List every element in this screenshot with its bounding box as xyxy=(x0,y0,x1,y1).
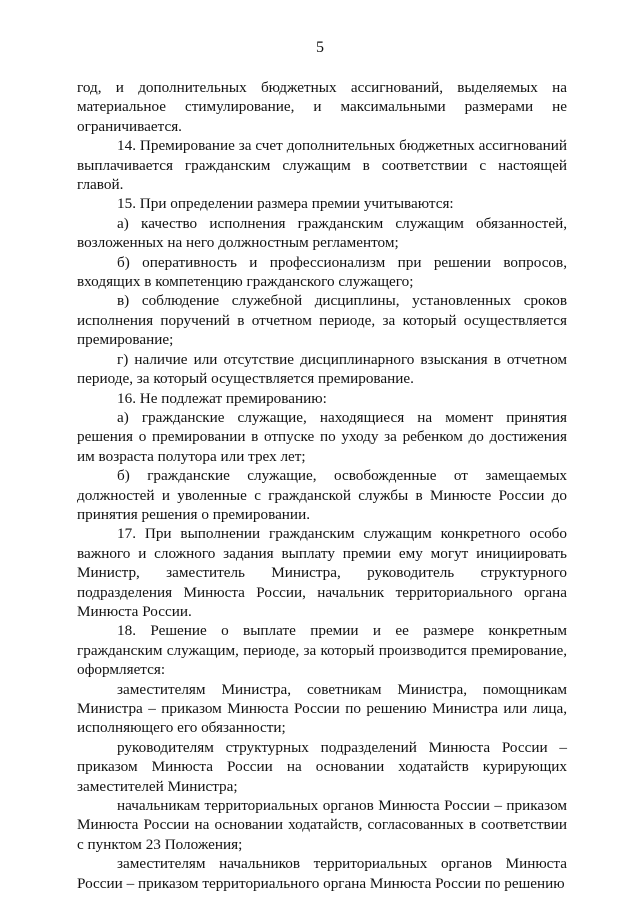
paragraph-16-a: а) гражданские служащие, находящиеся на момент принятия решения о премировании в отпуске по уходу за ребенком до достижения им возраста полутора или трех лет; xyxy=(77,408,567,465)
document-body xyxy=(77,78,567,893)
paragraph-14: 14. Премирование за счет дополнительных бюджетных ассигнований выплачивается гражданским служащим в соответствии с настоящей главой. xyxy=(77,137,567,194)
paragraph-16-b: б) гражданские служащие, освобожденные от замещаемых должностей и уволенные с гражданской службы в Минюсте России до принятия решения о премировании. xyxy=(77,467,567,523)
page-number: 5 xyxy=(316,39,324,56)
paragraph-15-b: б) оперативность и профессионализм при решении вопросов, входящих в компетенцию гражданского служащего; xyxy=(77,253,567,291)
paragraph-17: 17. При выполнении гражданским служащим конкретного особо важного и сложного задания выплату премии ему могут инициировать Министр, заместитель Министра, руководитель структурного подразделения Минюста России, начальник территориального органа Минюста России. xyxy=(77,525,567,620)
paragraph-18-unit-heads: руководителям структурных подразделений Минюста России – приказом Минюста России на основании ходатайств курирующих заместителей Министра; xyxy=(77,738,567,795)
paragraph-18-territorial-heads: начальникам территориальных органов Минюста России – приказом Минюста России на основании ходатайств, согласованных в соответствии с пунктом 23 Положения; xyxy=(77,797,567,853)
paragraph-continuation: год, и дополнительных бюджетных ассигнований, выделяемых на материальное стимулирование, и максимальными размерами не ограничивается. xyxy=(77,79,567,135)
paragraph-18-deputy-ministers: заместителям Министра, советникам Министра, помощникам Министра – приказом Минюста России по решению Министра или лица, исполняющего его обязанности; xyxy=(77,680,567,737)
paragraph-18-territorial-deputies: заместителям начальников территориальных органов Минюста России – приказом территориального органа Минюста России по решению xyxy=(77,855,567,892)
paragraph-16: 16. Не подлежат премированию: xyxy=(117,389,327,407)
paragraph-18: 18. Решение о выплате премии и ее размере конкретным гражданским служащим, периоде, за который производится премирование, оформляется: xyxy=(77,622,567,679)
paragraph-15-v: в) соблюдение служебной дисциплины, установленных сроков исполнения поручений в отчетном периоде, за который осуществляется премирование; xyxy=(77,292,567,349)
paragraph-15: 15. При определении размера премии учитываются: xyxy=(117,195,454,213)
paragraph-15-a: а) качество исполнения гражданским служащим обязанностей, возложенных на него должностным регламентом; xyxy=(77,214,567,252)
paragraph-15-g: г) наличие или отсутствие дисциплинарного взыскания в отчетном периоде, за который осуществляется премирование. xyxy=(77,350,567,388)
